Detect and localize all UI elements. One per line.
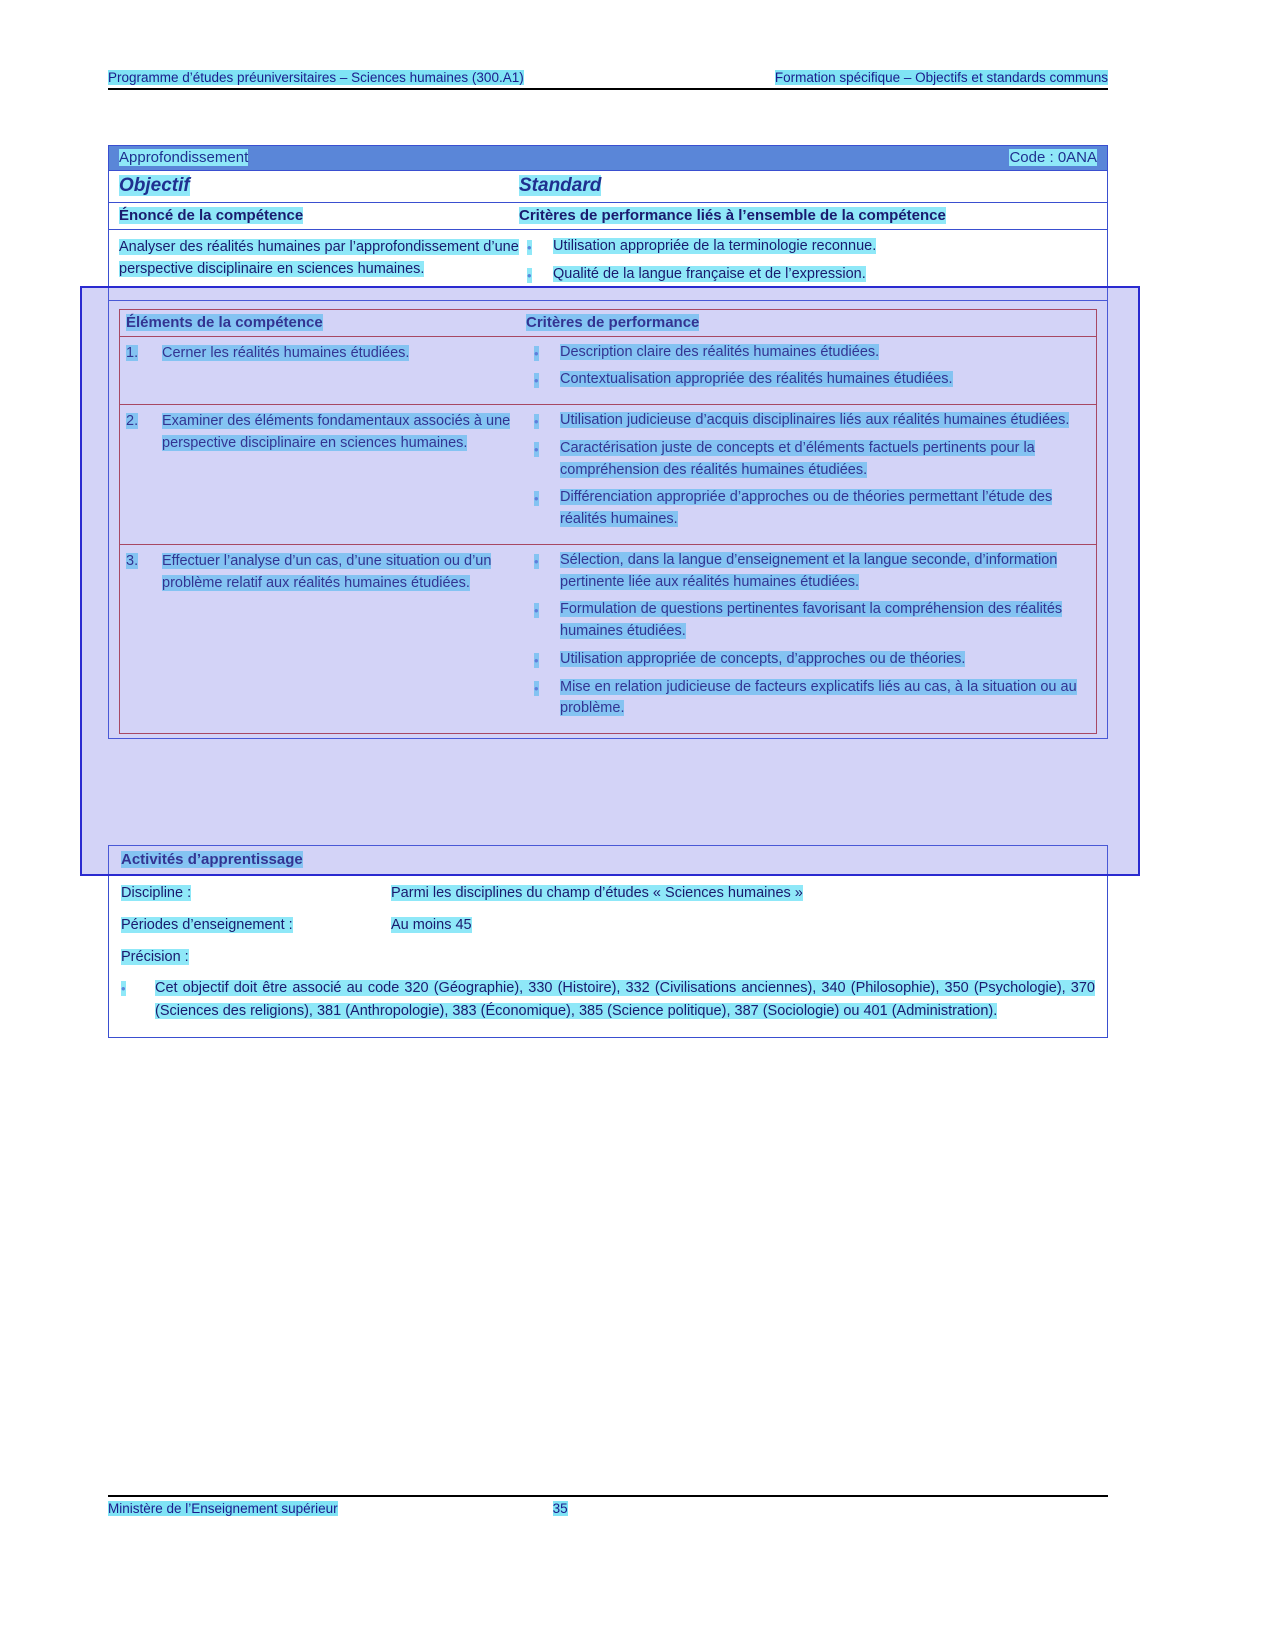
running-header: [108, 70, 1108, 90]
bullet-icon: •: [534, 553, 539, 569]
activites-box: [108, 845, 1108, 1038]
bullet-icon: •: [534, 414, 539, 429]
precision-label: Précision :: [121, 949, 189, 965]
element-item: [126, 550, 526, 595]
bullet-icon: •: [527, 240, 532, 255]
critere-text: Sélection, dans la langue d’enseignement et la langue seconde, d’information pertinente liée aux réalités humaines étudiées.: [560, 551, 1058, 590]
list-item: [519, 236, 1097, 258]
critere-text: Caractérisation juste de concepts et d’éléments factuels pertinents pour la compréhension des réalités humaines étudiées.: [560, 439, 1035, 478]
element-text: Effectuer l’analyse d’un cas, d’une situation ou d’un problème relatif aux réalités humaines étudiées.: [162, 552, 492, 592]
running-footer: [108, 1495, 1108, 1516]
element-item: [126, 342, 526, 364]
list-item: [526, 369, 1090, 391]
table-row: [120, 405, 1096, 545]
objectif-cell: [119, 175, 519, 197]
table-row: [120, 337, 1096, 406]
critere-text: Utilisation judicieuse d’acquis disciplinaires liés aux réalités humaines étudiées.: [560, 412, 1070, 428]
discipline-value: Parmi les disciplines du champ d’études « Sciences humaines »: [391, 885, 803, 901]
discipline-row: [121, 885, 1095, 901]
criteres-header: Critères de performance: [526, 313, 700, 331]
list-item: [526, 410, 1090, 432]
list-item: [526, 438, 1090, 482]
bullet-icon: •: [534, 680, 539, 696]
bullet-icon: •: [121, 981, 126, 996]
competence-body-row: [109, 230, 1107, 301]
list-item: [526, 342, 1090, 364]
header-left-text: Programme d’études préuniversitaires – Sciences humaines (300.A1): [108, 70, 524, 85]
critere-text: Description claire des réalités humaines étudiées.: [560, 343, 880, 360]
element-item: [126, 410, 526, 455]
bullet-icon: •: [534, 345, 539, 361]
critere-text: Qualité de la langue française et de l’expression.: [553, 265, 866, 282]
criteres-ensemble-header-cell: [519, 207, 946, 224]
enonce-header-cell: [119, 207, 519, 224]
subheader-row: [109, 203, 1107, 230]
bullet-icon: •: [527, 267, 532, 283]
list-item: [526, 677, 1090, 721]
footer-left-text: Ministère de l’Enseignement supérieur: [108, 1501, 338, 1516]
list-item: [526, 599, 1090, 643]
periodes-row: [121, 917, 1095, 933]
activites-title: Activités d’apprentissage: [121, 851, 303, 868]
bullet-icon: •: [534, 491, 539, 507]
objectif-label: Objectif: [119, 175, 190, 196]
activites-body: [109, 875, 1107, 1037]
element-text: Examiner des éléments fondamentaux associés à une perspective disciplinaire en sciences humaines.: [162, 413, 511, 452]
criteres-ensemble-cell: [519, 236, 1097, 292]
element-number: 2.: [126, 413, 139, 429]
element-number: 3.: [126, 552, 139, 569]
critere-text: Mise en relation judicieuse de facteurs explicatifs liés au cas, à la situation ou au problème.: [560, 678, 1077, 717]
page-number: 35: [552, 1501, 568, 1516]
band-code: Code : 0ANA: [1009, 149, 1097, 166]
bullet-icon: •: [534, 652, 539, 668]
competency-table: [108, 145, 1108, 739]
standard-label: Standard: [519, 175, 602, 196]
enonce-text-cell: [119, 236, 519, 292]
band-title: Approfondissement: [119, 149, 249, 166]
table-row: [120, 545, 1096, 733]
element-text: Cerner les réalités humaines étudiées.: [162, 344, 410, 361]
list-item: [526, 550, 1090, 594]
bullet-icon: •: [534, 603, 539, 619]
discipline-label: Discipline :: [121, 885, 192, 901]
enonce-text: Analyser des réalités humaines par l’approfondissement d’une perspective disciplinaire en sciences humaines.: [119, 239, 519, 278]
critere-text: Formulation de questions pertinentes favorisant la compréhension des réalités humaines étudiées.: [560, 601, 1063, 639]
critere-text: Contextualisation appropriée des réalités humaines étudiées.: [560, 371, 953, 388]
elements-header: Éléments de la compétence: [126, 313, 323, 331]
bullet-icon: •: [534, 441, 539, 457]
periodes-value: Au moins 45: [391, 917, 472, 933]
critere-text: Différenciation appropriée d’approches ou de théories permettant l’étude des réalités humaines.: [560, 489, 1053, 527]
criteres-ensemble-header: Critères de performance liés à l’ensemble de la compétence: [519, 207, 946, 224]
header-right-text: Formation spécifique – Objectifs et standards communs: [774, 70, 1108, 85]
activites-header: [109, 846, 1107, 875]
precision-text: Cet objectif doit être associé au code 320 (Géographie), 330 (Histoire), 332 (Civilisations anciennes), 340 (Philosophie), 350 (Psychologie), 370 (Sciences des religions), 381 (Anthropologie), 383 (Économique), 385 (Science politique), 387 (Sociologie) ou 401 (Administration).: [155, 980, 1095, 1020]
precision-item: [121, 977, 1095, 1023]
critere-text: Utilisation appropriée de concepts, d’approches ou de théories.: [560, 650, 966, 667]
elements-criteres-box: [119, 309, 1097, 735]
element-number: 1.: [126, 344, 139, 361]
critere-text: Utilisation appropriée de la terminologie reconnue.: [553, 238, 877, 254]
enonce-header: Énoncé de la compétence: [119, 207, 304, 224]
list-item: [526, 649, 1090, 671]
objectif-standard-row: [109, 171, 1107, 203]
standard-cell: [519, 175, 601, 197]
band-row: [109, 146, 1107, 171]
periodes-label: Périodes d’enseignement :: [121, 917, 293, 933]
bullet-icon: •: [534, 373, 539, 389]
list-item: [519, 264, 1097, 286]
list-item: [526, 487, 1090, 531]
elements-header-row: [120, 310, 1096, 337]
